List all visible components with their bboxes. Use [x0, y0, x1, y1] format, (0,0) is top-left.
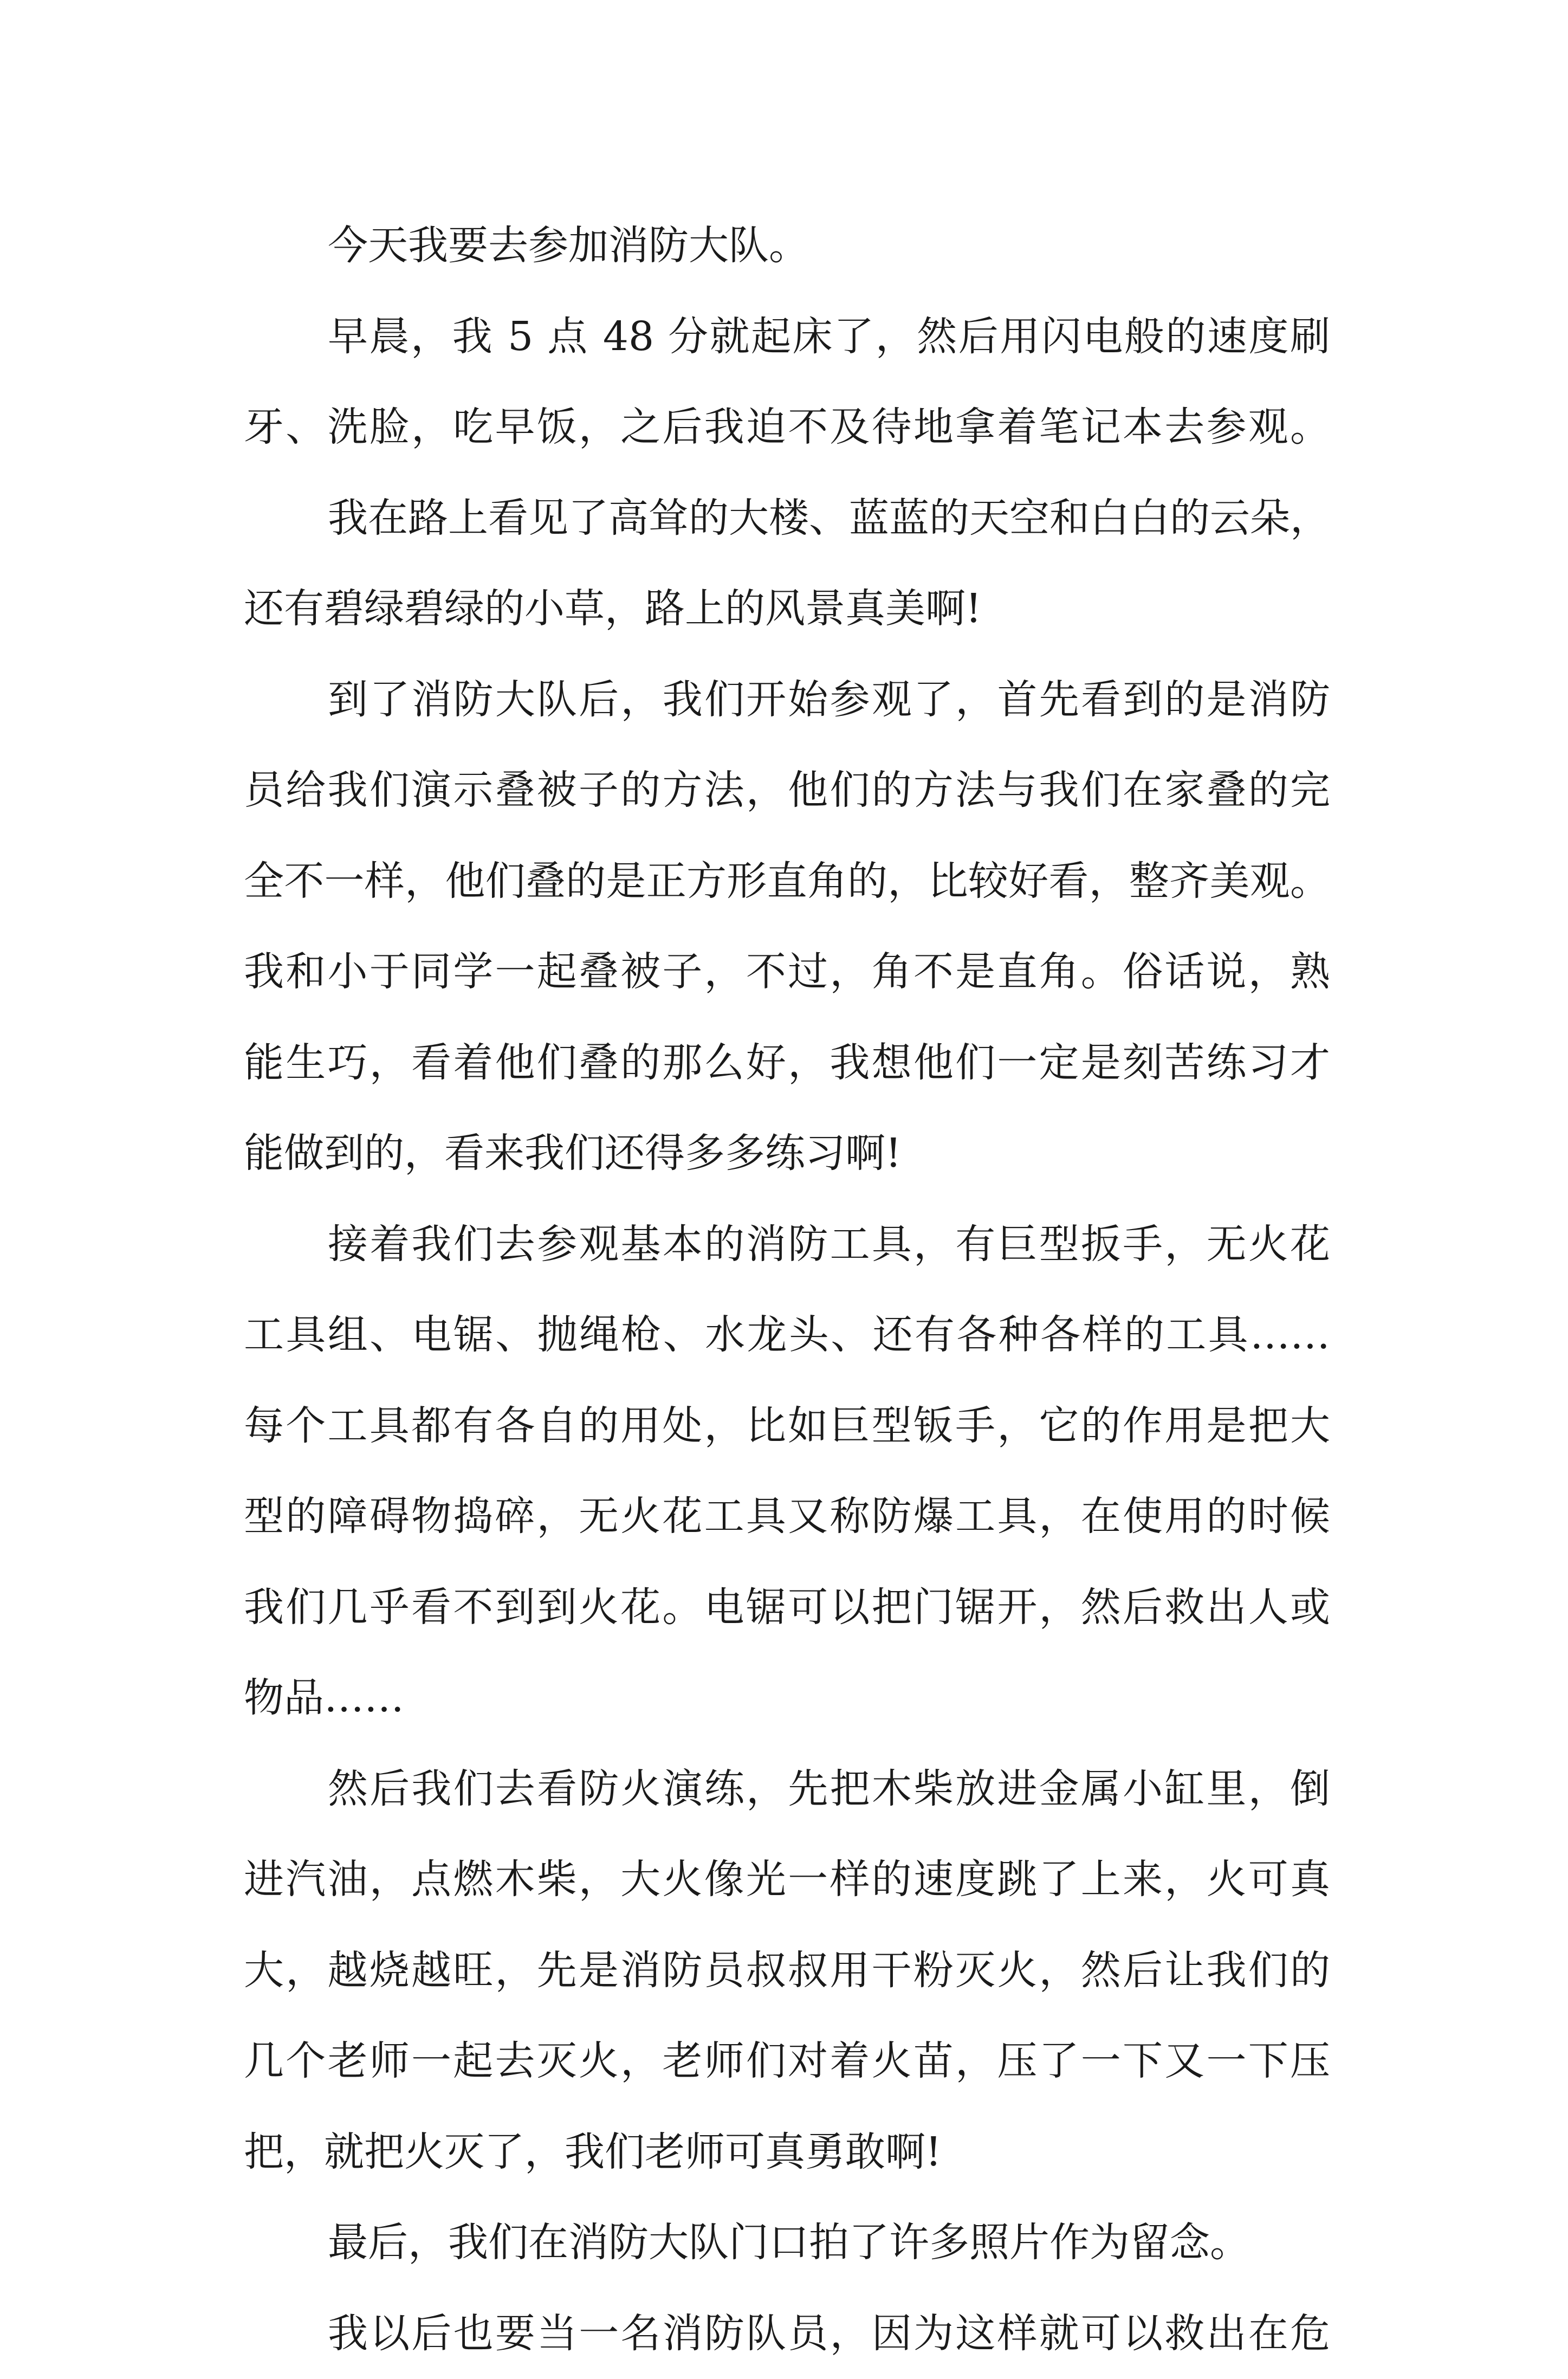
- text-line: 然后我们去看防火演练，先把木柴放进金属小缸里，倒: [244, 1744, 1330, 1835]
- text-line: 今天我要去参加消防大队。: [244, 201, 1330, 292]
- text-line: 我们几乎看不到到火花。电锯可以把门锯开，然后救出人或: [244, 1562, 1330, 1653]
- text-line: 几个老师一起去灭火，老师们对着火苗，压了一下又一下压: [244, 2016, 1330, 2107]
- text-line: 还有碧绿碧绿的小草，路上的风景真美啊!: [244, 564, 1330, 655]
- text-line: 大，越烧越旺，先是消防员叔叔用干粉灭火，然后让我们的: [244, 1925, 1330, 2016]
- text-line: 我和小于同学一起叠被子，不过，角不是直角。俗话说，熟: [244, 927, 1330, 1018]
- text-line: 物品……: [244, 1653, 1330, 1744]
- text-line: 员给我们演示叠被子的方法，他们的方法与我们在家叠的完: [244, 745, 1330, 836]
- text-line: 能生巧，看着他们叠的那么好，我想他们一定是刻苦练习才: [244, 1018, 1330, 1109]
- essay-body: [244, 201, 1330, 2379]
- text-line: 最后，我们在消防大队门口拍了许多照片作为留念。: [244, 2197, 1330, 2289]
- text-line: 工具组、电锯、抛绳枪、水龙头、还有各种各样的工具……: [244, 1290, 1330, 1381]
- text-line: 到了消防大队后，我们开始参观了，首先看到的是消防: [244, 655, 1330, 746]
- text-line: 把，就把火灭了，我们老师可真勇敢啊!: [244, 2107, 1330, 2198]
- text-line: 牙、洗脸，吃早饭，之后我迫不及待地拿着笔记本去参观。: [244, 382, 1330, 473]
- text-line: 全不一样，他们叠的是正方形直角的，比较好看，整齐美观。: [244, 836, 1330, 927]
- text-line: 我以后也要当一名消防队员，因为这样就可以救出在危: [244, 2289, 1330, 2379]
- text-line: 我在路上看见了高耸的大楼、蓝蓝的天空和白白的云朵，: [244, 473, 1330, 564]
- text-line: 能做到的，看来我们还得多多练习啊!: [244, 1108, 1330, 1199]
- text-line: 接着我们去参观基本的消防工具，有巨型扳手，无火花: [244, 1199, 1330, 1290]
- text-line: 每个工具都有各自的用处，比如巨型钣手，它的作用是把大: [244, 1381, 1330, 1472]
- text-line: 型的障碍物捣碎，无火花工具又称防爆工具，在使用的时候: [244, 1471, 1330, 1562]
- text-line: 进汽油，点燃木柴，大火像光一样的速度跳了上来，火可真: [244, 1834, 1330, 1925]
- text-line: 早晨，我 5 点 48 分就起床了，然后用闪电般的速度刷: [244, 292, 1330, 383]
